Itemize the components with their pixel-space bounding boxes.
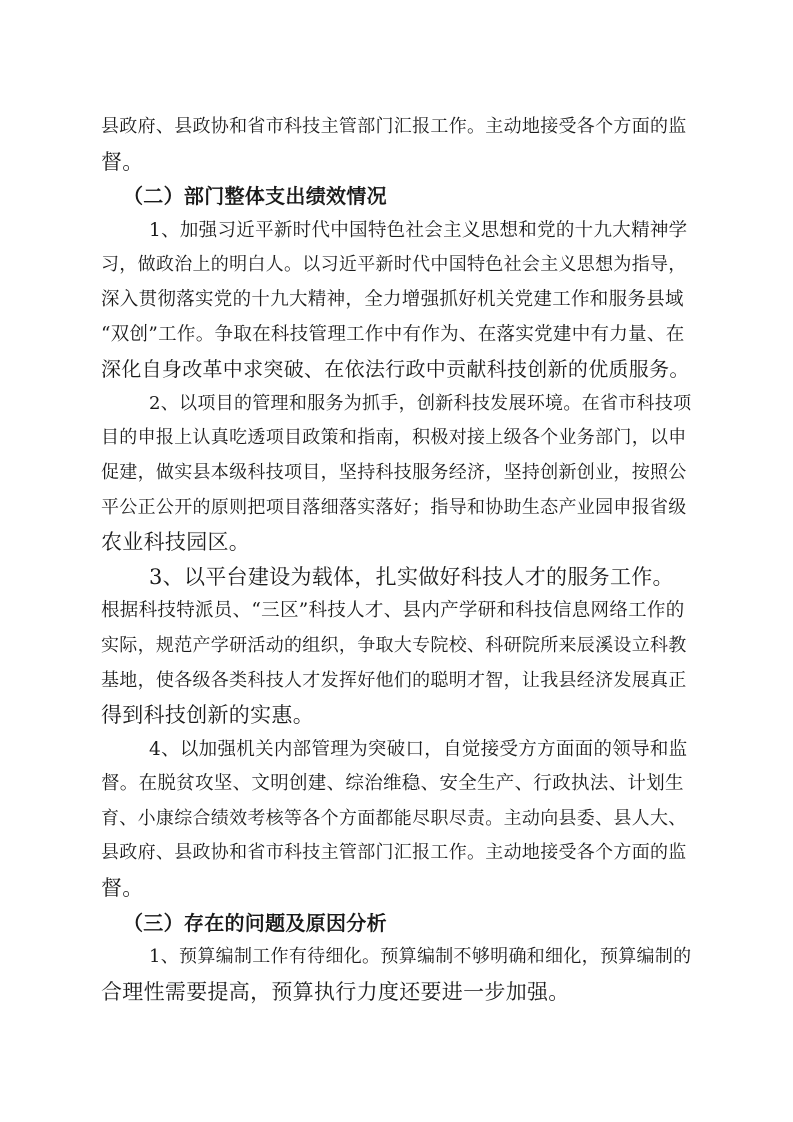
text-line: 督。 (101, 149, 144, 174)
text-line: 促建，做实县本级科技项目，坚持科技服务经济，坚持创新创业，按照公 (101, 461, 687, 483)
text-line: “双创”工作。争取在科技管理工作中有作为、在落实党建中有力量、在 (101, 323, 685, 345)
paragraph-start: 3、以平台建设为载体，扎实做好科技人才的服务工作。 (149, 564, 674, 589)
text-line: 深化自身改革中求突破、在依法行政中贡献科技创新的优质服务。 (101, 357, 690, 382)
document-page (101, 110, 697, 1009)
paragraph-start: 2、以项目的管理和服务为抓手，创新科技发展环境。在省市科技项 (149, 392, 692, 414)
text-line: 县政府、县政协和省市科技主管部门汇报工作。主动地接受各个方面的监 (101, 116, 687, 137)
text-line: 深入贯彻落实党的十九大精神，全力增强抓好机关党建工作和服务县域 (101, 288, 684, 310)
text-line: 根据科技特派员、“三区”科技人才、县内产学研和科技信息网络工作的 (101, 600, 685, 622)
section-heading: （三）存在的问题及原因分析 (123, 910, 387, 935)
text-line: 县政府、县政协和省市科技主管部门汇报工作。主动地接受各个方面的监 (101, 842, 687, 864)
text-line: 合理性需要提高，预算执行力度还要进一步加强。 (101, 979, 570, 1004)
text-line: 习，做政治上的明白人。以习近平新时代中国特色社会主义思想为指导， (101, 254, 687, 276)
text-line: 得到科技创新的实惠。 (101, 703, 314, 728)
paragraph-start: 1、预算编制工作有待细化。预算编制不够明确和细化，预算编制的 (149, 946, 692, 968)
text-line: 督。 (101, 876, 144, 901)
text-line: 育、小康综合绩效考核等各个方面都能尽职尽责。主动向县委、县人大、 (101, 807, 687, 829)
text-line: 目的申报上认真吃透项目政策和指南，积极对接上级各个业务部门，以申 (101, 427, 687, 449)
text-line: 实际，规范产学研活动的组织，争取大专院校、科研院所来辰溪设立科教 (101, 634, 687, 656)
section-heading: （二）部门整体支出绩效情况 (123, 184, 387, 209)
text-line: 农业科技园区。 (101, 530, 251, 555)
text-line: 基地，使各级各类科技人才发挥好他们的聪明才智，让我县经济发展真正 (101, 669, 687, 691)
text-line: 平公正公开的原则把项目落细落实落好；指导和协助生态产业园申报省级 (101, 496, 687, 518)
paragraph-start: 1、加强习近平新时代中国特色社会主义思想和党的十九大精神学 (149, 219, 688, 241)
text-line: 督。在脱贫攻坚、文明创建、综治维稳、安全生产、行政执法、计划生 (101, 773, 684, 795)
paragraph-start: 4、以加强机关内部管理为突破口，自觉接受方方面面的领导和监 (149, 738, 688, 760)
